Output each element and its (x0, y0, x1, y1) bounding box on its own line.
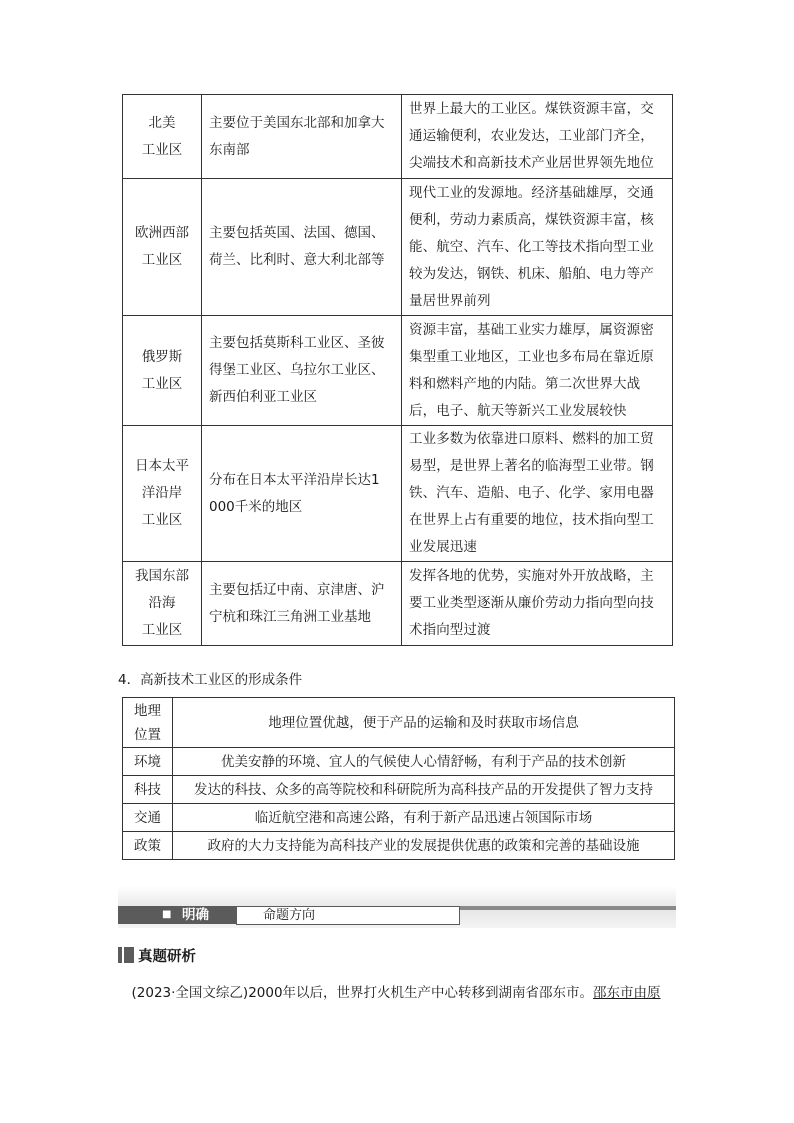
region-features: 世界上最大的工业区。煤铁资源丰富，交通运输便利，农业发达，工业部门齐全，尖端技术和高新技术产业居世界领先地位 (402, 95, 673, 179)
region-name: 北美 工业区 (123, 95, 202, 179)
table-row (123, 562, 673, 646)
table-row (123, 426, 673, 562)
region-features: 资源丰富，基础工业实力雄厚，属资源密集型重工业地区，工业也多布局在靠近原料和燃料产地的内陆。第二次世界大战后，电子、航天等新兴工业发展较快 (402, 316, 673, 426)
banner-title-block (118, 906, 236, 924)
region-location: 主要包括英国、法国、德国、荷兰、比利时、意大利北部等 (202, 179, 402, 316)
condition-key: 科技 (123, 776, 173, 804)
condition-value: 优美安静的环境、宜人的气候使人心情舒畅，有利于产品的技术创新 (173, 748, 675, 776)
underlined-text: 邵东市由原 (593, 985, 661, 1001)
formation-conditions-table (122, 697, 675, 860)
condition-value: 地理位置优越，便于产品的运输和及时获取市场信息 (173, 698, 675, 748)
region-features: 现代工业的发源地。经济基础雄厚，交通便利，劳动力素质高，煤铁资源丰富，核能、航空、汽车、化工等技术指向型工业较为发达，钢铁、机床、船舶、电力等产量居世界前列 (402, 179, 673, 316)
table-row (123, 804, 675, 832)
condition-key: 交通 (123, 804, 173, 832)
section-banner (118, 886, 676, 928)
table-row (123, 748, 675, 776)
condition-value: 发达的科技、众多的高等院校和科研院所为高科技产品的开发提供了智力支持 (173, 776, 675, 804)
condition-value: 政府的大力支持能为高科技产业的发展提供优惠的政策和完善的基础设施 (173, 832, 675, 860)
table-row (123, 832, 675, 860)
region-name: 欧洲西部 工业区 (123, 179, 202, 316)
condition-value: 临近航空港和高速公路，有利于新产品迅速占领国际市场 (173, 804, 675, 832)
heading-marker-icon (118, 947, 122, 963)
condition-key: 地理 位置 (123, 698, 173, 748)
table-row (123, 316, 673, 426)
banner-title: 明确 (182, 907, 209, 923)
table-row (123, 776, 675, 804)
condition-key: 环境 (123, 748, 173, 776)
table-row (123, 95, 673, 179)
question-text: 2000年以后，世界打火机生产中心转移到湖南省邵东市。 (248, 985, 594, 1001)
banner-subtitle-block (236, 906, 460, 925)
section-heading: 4．高新技术工业区的形成条件 (118, 672, 303, 688)
region-location: 主要位于美国东北部和加拿大东南部 (202, 95, 402, 179)
square-bullet-icon: ■ (162, 909, 172, 920)
question-paragraph (118, 981, 678, 1001)
region-features: 发挥各地的优势，实施对外开放战略，主要工业类型逐渐从廉价劳动力指向型向技术指向型过渡 (402, 562, 673, 646)
table-row (123, 698, 675, 748)
condition-key: 政策 (123, 832, 173, 860)
region-location: 主要包括莫斯科工业区、圣彼得堡工业区、乌拉尔工业区、新西伯利亚工业区 (202, 316, 402, 426)
region-features: 工业多数为依靠进口原料、燃料的加工贸易型，是世界上著名的临海型工业带。钢铁、汽车、造船、电子、化学、家用电器在世界上占有重要的地位，技术指向型工业发展迅速 (402, 426, 673, 562)
region-location: 分布在日本太平洋沿岸长达1 000千米的地区 (202, 426, 402, 562)
region-location: 主要包括辽中南、京津唐、沪宁杭和珠江三角洲工业基地 (202, 562, 402, 646)
table-row (123, 179, 673, 316)
region-name: 俄罗斯 工业区 (123, 316, 202, 426)
banner-subtitle: 命题方向 (263, 908, 316, 923)
heading-text: 真题研析 (138, 949, 196, 965)
heading-marker-icon (124, 947, 134, 963)
industrial-regions-table (122, 94, 673, 646)
region-name: 日本太平 洋沿岸 工业区 (123, 426, 202, 562)
region-name: 我国东部 沿海 工业区 (123, 562, 202, 646)
question-source: (2023·全国文综乙) (131, 985, 249, 1001)
